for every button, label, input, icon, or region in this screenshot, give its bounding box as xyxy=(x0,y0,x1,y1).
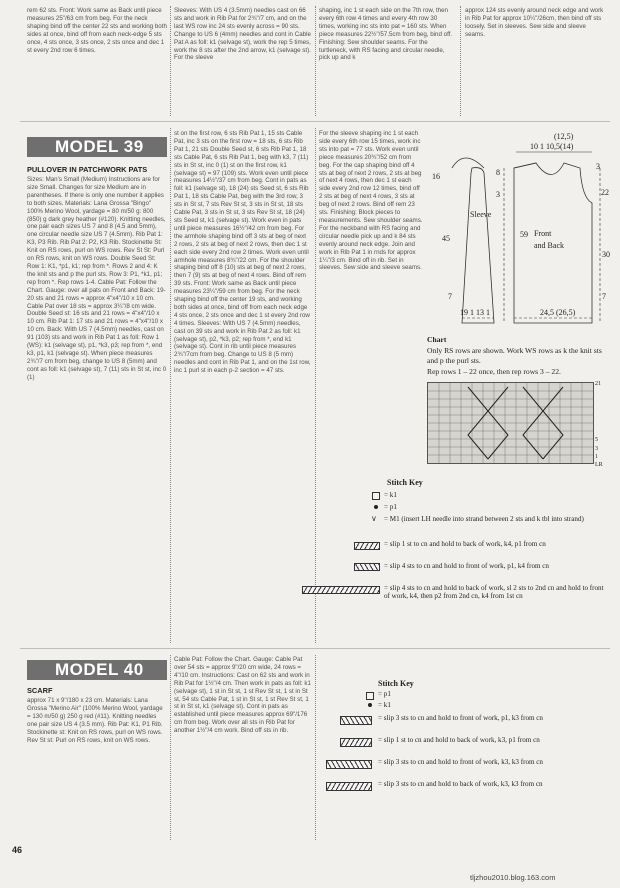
stitch-key-39-item: = slip 4 sts to cn and hold to back of work, sl 2 sts to 2nd cn and hold to front of work, k4, then p2 from 2nd cn, k4 from 1st cn xyxy=(384,584,604,601)
stitch-key-39-item: = slip 4 sts to cn and hold to front of work, p1, k4 from cn xyxy=(384,562,549,570)
watermark: tljzhou2010.blog.163.com xyxy=(470,873,556,882)
schematic-sleeve-label: Sleeve xyxy=(470,210,492,219)
sleeve-cap xyxy=(452,158,484,168)
schematic-dim-7: 7 xyxy=(448,292,452,301)
chart-row-1: 1 xyxy=(595,454,598,460)
top-text-col-2 xyxy=(174,7,311,115)
divider xyxy=(315,655,316,840)
model-40-paragraph-1: approx 71 x 9"/180 x 23 cm. Materials: Lana Grossa "Merino Air" (100% Merino Wool, yardage = 130 m/50 g) 250 g red (#11). Knitting needles one pair size US 4 (3.5 mm). Rib Pat: K1, P1 Rib. Stockinette st: Knit on RS rows, purl on WS rows. Rev St st: Purl on RS rows, knit on WS rows. xyxy=(27,697,163,744)
purl-box-symbol-icon xyxy=(366,692,374,700)
chart-row-5: 5 xyxy=(595,437,598,443)
divider xyxy=(460,6,461,116)
section-divider xyxy=(20,648,610,649)
schematic-sleeve-width: 16 xyxy=(432,172,440,181)
chart-note-2: Rep rows 1 – 22 once, then rep rows 3 – 22. xyxy=(427,366,561,376)
stitch-key-39-item: = k1 xyxy=(384,491,397,499)
sleeve-outline xyxy=(462,168,494,323)
model-39-header: MODEL 39 xyxy=(27,137,167,157)
model-40-title: SCARF xyxy=(27,686,53,695)
model-40-col-2 xyxy=(174,656,311,841)
cable-p1k3-symbol-icon xyxy=(340,716,372,725)
section-divider xyxy=(20,121,610,122)
schematic-dim-3b: 3 xyxy=(496,190,500,199)
cable-double-symbol-icon xyxy=(302,586,380,594)
model-39-col-1 xyxy=(27,165,167,642)
model-39-col-2 xyxy=(174,130,311,642)
schematic-armhole: 22 xyxy=(601,188,609,197)
model-40-col-1 xyxy=(27,686,167,841)
stitch-key-40-item: = slip 3 sts to cn and hold to front of work, k3, k3 from cn xyxy=(378,758,543,766)
schematic-dim-8: 8 xyxy=(496,168,500,177)
divider xyxy=(170,655,171,840)
cable-k3p1-symbol-icon xyxy=(340,738,372,747)
schematic-top-row: 10 1 10,5(14) xyxy=(530,142,574,151)
stitch-key-39-title: Stitch Key xyxy=(387,478,423,487)
schematic-sleeve-length: 45 xyxy=(442,234,450,243)
top-paragraph-2: Sleeves: With US 4 (3.5mm) needles cast on 66 sts and work in Rib Pat for 2¾"/7 cm, and on the last WS row inc 24 sts evenly across = 90 sts. Change to US 6 (4mm) needles and cont in Cable Pat A as foll: k1 (selvage st), work the rep 5 times, work the 8 sts after the 2nd arrow, k1 (selvage st). For the sleeve xyxy=(174,7,311,62)
m1-symbol-icon: ∨ xyxy=(371,514,377,523)
stitch-key-39-item: = M1 (insert LH needle into strand between 2 sts and k tbl into strand) xyxy=(384,515,584,523)
schematic-side: 30 xyxy=(602,250,610,259)
schematic-bottom-left: 19 1 13 1 xyxy=(460,308,490,317)
top-paragraph-3: shaping, inc 1 st each side on the 7th row, then every 6th row 4 times and every 4th row 30 times, working inc sts into pat = 160 sts. When piece measures 22½"/57.5cm from beg, bind off. Finishing: Sew shoulder seams. For the turtleneck, with RS facing and circular needle, pick up and k xyxy=(319,7,453,62)
top-text-col-1 xyxy=(27,7,167,115)
stitch-key-39-item: = p1 xyxy=(384,503,397,511)
knit-dot-symbol-icon xyxy=(368,703,372,707)
stitch-key-40-item: = slip 1 st to cn and hold to back of work, k3, p1 from cn xyxy=(378,736,540,744)
model-39-paragraph-1: Sizes: Man's Small (Medium) Instructions are for size Small. Changes for size Medium are in parentheses. If there is only one number it applies to both sizes. Materials: Lana Grossa "Bingo" 100% Merino Wool, yardage = 80 m/50 g: 800 (850) g dark grey heather (#120). Knitting needles, one pair each sizes US 7 and 8 (4.5 and 5mm), one circular needle size US 7 (4.5mm). Rib Pat 1: K3, P3 Rib. Rib Pat 2: P2, K3 Rib. Stockinette St: Knit on RS rows, purl on WS rows. Rev St St: Purl on RS rows, knit on WS rows. Double Seed St: Row 1: K1, *p1, k1; rep from *. Rows 2 and 4: K the knit sts and p the purl sts. Row 3: P1, *k1, p1; rep from *. Rep rows 1-4. Cable Pat: Follow the Chart. Gauge: over all pats on Front and Back: 19-20 sts and 21 rows = approx 4"x4"/10 x 10 cm. Cable Pat over 18 sts = approx 3¼"/8 cm wide. Double Seed st: 16 sts and 21 rows = 4"x4"/10 x 10 cm. Rib Pat 1: 17 sts and 21 rows = 4"x4"/10 x 10 cm. Back: With US 7 (4.5mm) needles, cast on 91 (103) sts and work in Rib Pat 1 as foll: Row 1 (WS): k1 (selvage st), p1, *k3, p3; rep from *, end k3, p1, k1 (selvage st). When piece measures 2¾"/7 cm from beg, change to US 8 (5mm) and cont as foll: k1 (selvage st), 7 (11) sts in St st, inc 0 (1) xyxy=(27,176,167,381)
chart-row-21: 21 xyxy=(595,381,601,387)
model-39-paragraph-2: st on the first row, 6 sts Rib Pat 1, 15 sts Cable Pat, inc 3 sts on the first row = 18 sts, 6 sts Rib Pat 1, 21 sts Double Seed st, 6 sts Rib Pat 1, 18 sts Cable Pat, 6 sts Rib Pat 1, beg with k3, 7 (11) sts in St st, inc 0 (1) st on the first row, k1 (selvage st) = 97 (109) sts. Work even until piece measures 14½"/37 cm from beg. Cont in pats as foll: k1 (selvage st), 18 (24) sts Seed st, 6 sts Rib Pat 1, 18 sts Cable Pat, beg with the 3rd row, 3 sts in St st, 7 sts Rev St st, 3 sts in St st, 18 sts Cable Pat, 3 sts in St st, 3 sts Rev St st, 18 (24) sts Seed st, k1 (selvage st). Work even in pats until piece measures 16½"/42 cm from beg. For the armhole shaping bind off 3 sts at beg of next 2 rows, 2 sts at beg of next 2 rows, then dec 1 st each side every 2nd row 2 times. Work even until armhole measures 8¾"/22 cm. For the shoulder shaping bind off 8 (10) sts at beg of next 2 rows, then 7 (9) sts at beg of next 4 rows. Bind off rem 39 sts. Front: Work same as Back until piece measures 23¼"/59 cm from beg. For the neck shaping bind off the center 19 sts, and working both sides at once, bind off from each neck edge 4 sts once, 2 sts once and dec 1 st every 2nd row 4 times. Sleeves: With US 7 (4.5mm) needles, cast on 39 sts and work in Rib Pat 2 as foll: k1 (selvage st), p2, *k3, p2; rep from *, end k1 (selvage st). Cont in rib until piece measures 2¾"/7cm from beg. Change to US 8 (5 mm) needles and cont in Rib Pat 1, and on the 1st row, inc 1 purl st in each p-2 section = 47 sts. xyxy=(174,130,311,375)
top-text-col-3 xyxy=(319,7,455,115)
cable-back-k3k3-symbol-icon xyxy=(326,782,372,791)
schematic-dim-7b: 7 xyxy=(602,292,606,301)
stitch-key-40-item: = slip 3 sts to cn and hold to back of work, k3, k3 from cn xyxy=(378,780,543,788)
divider xyxy=(170,128,171,643)
schematic xyxy=(424,128,612,328)
model-39-title: PULLOVER IN PATCHWORK PATS xyxy=(27,165,148,174)
chart-row-3: 3 xyxy=(595,446,598,452)
stitch-key-40-item: = k1 xyxy=(378,701,391,709)
top-paragraph-4: approx 124 sts evenly around neck edge and work in Rib Pat for approx 10¼"/26cm, then bind off sts loosely. Set in sleeves. Sew side and sleeve seams. xyxy=(465,7,604,38)
cable-front-k3k3-symbol-icon xyxy=(326,760,372,769)
schematic-dim-3: 3 xyxy=(596,162,600,171)
model-40-header: MODEL 40 xyxy=(27,660,167,680)
model-39-col-3 xyxy=(319,130,423,465)
schematic-bottom-right: 24,5 (26,5) xyxy=(540,308,576,317)
model-40-paragraph-2: Cable Pat: Follow the Chart. Gauge: Cable Pat over 54 sts = approx 9"/20 cm wide, 24 rows = 4"/10 cm. Instructions: Cast on 62 sts and work in Rib Pat for 1½"/4 cm. Then work in pats as foll: k1 (selvage st), 1 st in St st, 1 st Rev St st, 1 st in St st, 54 sts Cable Pat, 1 st in St st, 1 st Rev St st, 1 st in St st, k1 (selvage st). Cont in pats as established until piece measures approx 69"/176 cm from beg. Work over all sts in Rib Pat for another 1½"/4 cm work. Bind off sts in rib. xyxy=(174,656,311,735)
cable-back-symbol-icon xyxy=(354,542,380,550)
top-paragraph-1: rem 62 sts. Front: Work same as Back until piece measures 25"/63 cm from beg. For the neck shaping bind off the center 22 sts and working both sides at once, bind off from each neck-edge 5 sts once, 4 sts once, 3 sts once, 2 sts once and dec 1 st every 2nd row 6 times. xyxy=(27,7,167,54)
chart-lr: LR xyxy=(595,462,603,468)
top-text-col-4 xyxy=(465,7,607,77)
chart-note-1: Only RS rows are shown. Work WS rows as k the knit sts and p the purl sts. xyxy=(427,345,602,365)
chart-title: Chart xyxy=(427,335,447,344)
stitch-key-40-item: = slip 3 sts to cn and hold to front of work, p1, k3 from cn xyxy=(378,714,543,722)
chart-grid xyxy=(428,383,593,463)
stitch-key-40-item: = p1 xyxy=(378,690,391,698)
schematic-body-length: 59 xyxy=(520,230,528,239)
cable-chart xyxy=(427,382,594,464)
divider xyxy=(170,6,171,116)
stitch-key-40-title: Stitch Key xyxy=(378,679,414,688)
schematic-drawing xyxy=(424,128,612,328)
page-number: 46 xyxy=(12,845,23,855)
chart-notes xyxy=(427,335,612,377)
cable-front-symbol-icon xyxy=(354,563,380,571)
schematic-top-dims: (12,5) xyxy=(554,132,574,141)
knit-symbol-icon xyxy=(372,492,380,500)
divider xyxy=(315,6,316,116)
purl-symbol-icon xyxy=(374,505,378,509)
shoulder-line xyxy=(514,163,536,168)
stitch-key-39-item: = slip 1 st to cn and hold to back of work, k4, p1 from cn xyxy=(384,540,546,548)
model-39-paragraph-3: For the sleeve shaping inc 1 st each side every 6th row 15 times, work inc sts into pat = 77 sts. Work even until piece measures 20¾"/52 cm from beg. For the cap shaping bind off 4 sts at beg of next 2 rows, 2 sts at beg of next 4 rows, then dec 1 st each side every 2nd row 12 times, bind off 2 sts at beg of next 4 rows, 3 sts at beg of next 2 rows. Bind off rem 23 sts. Finishing: Block pieces to measurements. Sew shoulder seams. For the neckband with RS facing and circular needle pick up and k 84 sts evenly around neck edge. Join and work in Rib Pat 1 in rnds for approx 1¼"/3 cm. Bind off in rib. Set in sleeves. Sew side and sleeve seams. xyxy=(319,130,423,272)
schematic-front-label: Front and Back xyxy=(534,229,564,250)
divider xyxy=(315,128,316,643)
